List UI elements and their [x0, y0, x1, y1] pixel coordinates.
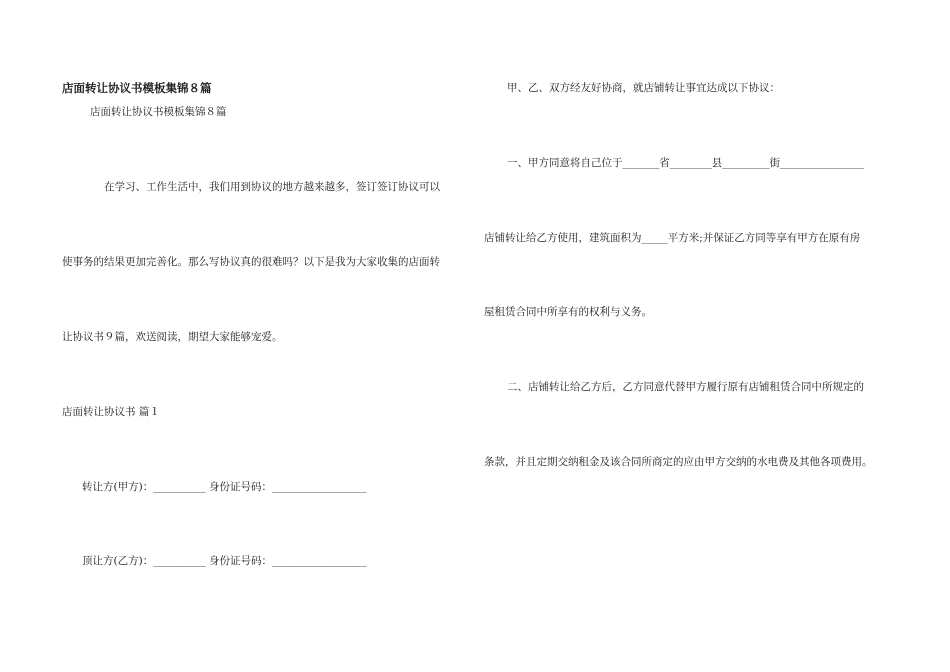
- party-a-line: 转让方(甲方)：__________ 身份证号码：__________________: [82, 481, 367, 493]
- section-heading: 店面转让协议书 篇１: [62, 406, 160, 418]
- party-b-line: 顶让方(乙方)：__________ 身份证号码：__________________: [82, 555, 367, 567]
- intro-line-3: 让协议书９篇，欢送阅读，期望大家能够宠爱。: [62, 331, 283, 343]
- clause-1-line-3: 屋租赁合同中所享有的权利与义务。: [484, 306, 652, 318]
- intro-line-2: 使事务的结果更加完善化。那么写协议真的很难吗？以下是我为大家收集的店面转: [62, 256, 440, 268]
- clause-1-line-2: 店铺转让给乙方使用，建筑面积为_____平方米;并保证乙方同等享有甲方在原有房: [484, 232, 861, 244]
- document-title: 店面转让协议书模板集锦８篇: [62, 81, 212, 95]
- clause-1-line-1: 一、甲方同意将自己位于_______省________县_________街________________: [507, 157, 864, 169]
- intro-line-1: 在学习、工作生活中，我们用到协议的地方越来越多，签订签订协议可以: [104, 181, 440, 193]
- document-subtitle: 店面转让协议书模板集锦８篇: [90, 106, 227, 118]
- clause-2-line-1: 二、店铺转让给乙方后，乙方同意代替甲方履行原有店铺租赁合同中所规定的: [507, 381, 864, 393]
- clause-2-line-2: 条款，并且定期交纳租金及该合同所商定的应由甲方交纳的水电费及其他各项费用。: [484, 456, 873, 468]
- agreement-preamble: 甲、乙、双方经友好协商，就店铺转让事宜达成以下协议：: [507, 82, 780, 94]
